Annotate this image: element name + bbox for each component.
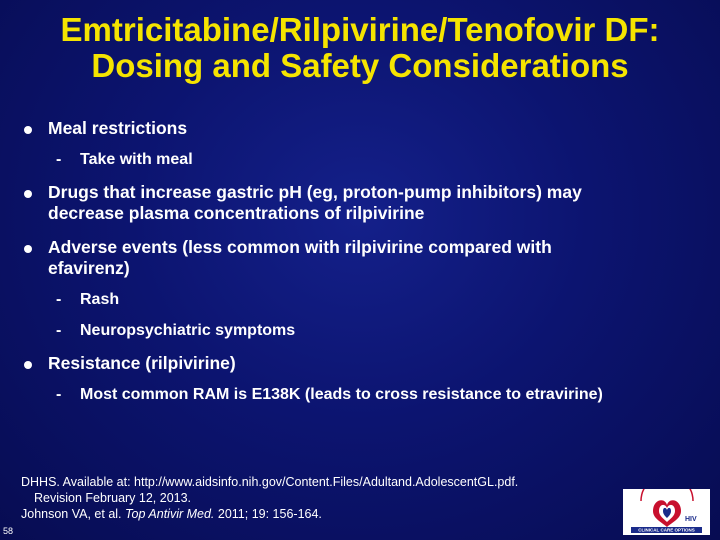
title-line-1: Emtricitabine/Rilpivirine/Tenofovir DF: <box>60 11 660 48</box>
sub-bullet-text: Rash <box>80 291 120 308</box>
dash-icon: - <box>56 322 62 339</box>
bullet-gastric-ph <box>24 182 704 224</box>
clinical-care-options-logo <box>623 489 710 535</box>
logo-hiv-text: HIV <box>685 516 697 523</box>
page-number: 58 <box>3 526 14 536</box>
reference-line-1: DHHS. Available at: http://www.aidsinfo.nih.gov/Content.Files/Adultand.AdolescentGL.pdf. <box>21 475 519 489</box>
sub-bullet-text: Most common RAM is E138K (leads to cross resistance to etravirine) <box>80 386 603 403</box>
dash-icon: - <box>56 151 62 168</box>
bullet-text: Meal restrictions <box>48 118 188 138</box>
bullet-list <box>24 118 704 405</box>
bullet-text-line-1: Drugs that increase gastric pH (eg, proton-pump inhibitors) may <box>48 182 582 202</box>
reference-line-2: Revision February 12, 2013. <box>34 491 192 505</box>
reference-line-3 <box>21 506 518 522</box>
logo-graphic <box>623 489 710 535</box>
bullet-text-line-2: efavirenz) <box>48 258 130 278</box>
dash-icon: - <box>56 291 62 308</box>
sub-bullet-text: Neuropsychiatric symptoms <box>80 322 296 339</box>
sub-bullet-neuropsychiatric <box>24 321 704 341</box>
bullet-dot-icon <box>24 361 32 369</box>
title-line-2: Dosing and Safety Considerations <box>91 47 629 84</box>
bullet-dot-icon <box>24 126 32 134</box>
logo-tagline: CLINICAL CARE OPTIONS <box>638 527 695 533</box>
slide-title <box>0 12 720 84</box>
bullet-meal-restrictions <box>24 118 704 139</box>
sub-bullet-take-with-meal <box>24 150 704 170</box>
sub-bullet-ram <box>24 385 704 405</box>
references <box>21 474 518 522</box>
dash-icon: - <box>56 386 62 403</box>
bullet-adverse-events <box>24 237 704 279</box>
reference-citation: 2011; 19: 156-164. <box>214 507 322 521</box>
sub-bullet-rash <box>24 290 704 310</box>
reference-authors: Johnson VA, et al. <box>21 507 125 521</box>
bullet-resistance <box>24 353 704 374</box>
bullet-dot-icon <box>24 190 32 198</box>
bullet-text: Resistance (rilpivirine) <box>48 353 236 373</box>
sub-bullet-text: Take with meal <box>80 151 193 168</box>
reference-journal: Top Antivir Med. <box>125 507 215 521</box>
bullet-dot-icon <box>24 245 32 253</box>
bullet-text-line-2: decrease plasma concentrations of rilpivirine <box>48 203 425 223</box>
bullet-text-line-1: Adverse events (less common with rilpivirine compared with <box>48 237 552 257</box>
